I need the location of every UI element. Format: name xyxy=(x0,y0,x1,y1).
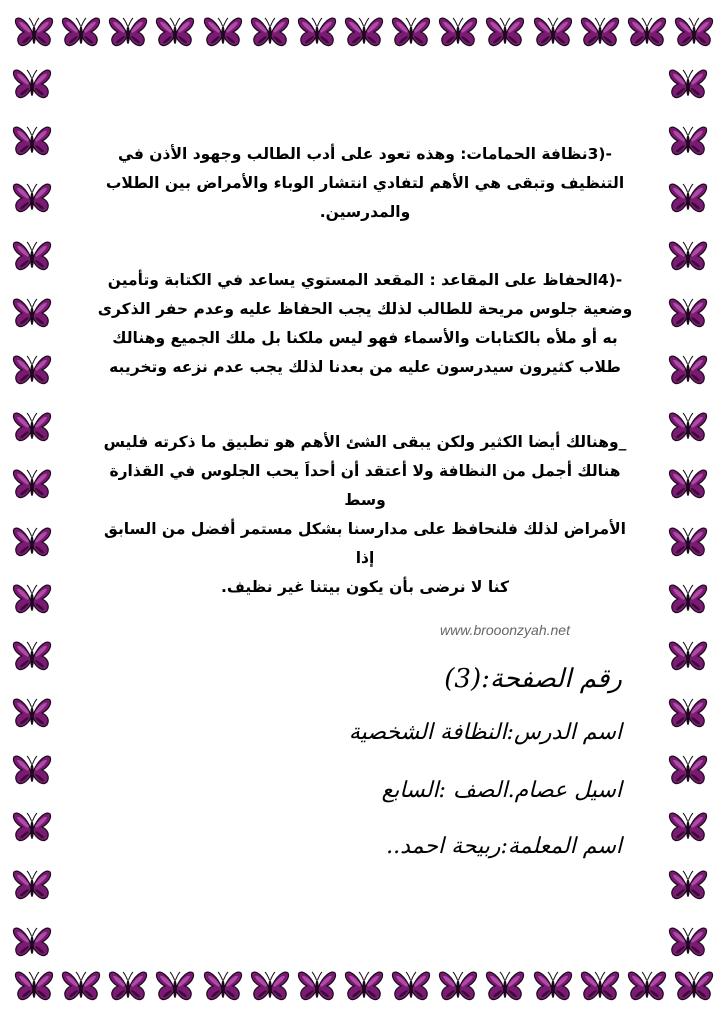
butterfly-icon xyxy=(668,581,708,621)
paragraph-line: هنالك أجمل من النظافة ولا أعتقد أن أحداَ يحب الجلوس في القذارة وسط xyxy=(109,462,621,509)
butterfly-icon xyxy=(203,968,243,1008)
butterfly-icon xyxy=(250,14,290,54)
butterfly-icon xyxy=(108,968,148,1008)
butterfly-icon xyxy=(674,968,714,1008)
butterfly-icon xyxy=(12,238,52,278)
paragraph-conclusion xyxy=(96,428,634,602)
butterfly-icon xyxy=(12,524,52,564)
butterfly-icon xyxy=(12,180,52,220)
butterfly-icon xyxy=(438,968,478,1008)
butterfly-icon xyxy=(668,409,708,449)
butterfly-icon xyxy=(580,968,620,1008)
butterfly-icon xyxy=(12,123,52,163)
butterfly-icon xyxy=(61,14,101,54)
paragraph-seat-care xyxy=(96,266,634,382)
butterfly-icon xyxy=(12,809,52,849)
border-bottom xyxy=(14,968,714,1014)
paragraph-line: _وهنالك أيضا الكثير ولكن يبقى الشئ الأهم هو تطبيق ما ذكرته فليس xyxy=(103,433,627,451)
butterfly-icon xyxy=(668,638,708,678)
paragraph-line: الأمراض لذلك فلنحافظ على مدارسنا بشكل مستمر أفضل من السابق إذا xyxy=(104,520,626,567)
lesson-name: اسم الدرس:النظافة الشخصية xyxy=(348,720,622,745)
butterfly-icon xyxy=(668,295,708,335)
butterfly-icon xyxy=(12,466,52,506)
paragraph-line: كنا لا نرضى بأن يكون بيتنا غير نظيف. xyxy=(220,578,510,596)
butterfly-icon xyxy=(668,752,708,792)
butterfly-icon xyxy=(668,809,708,849)
butterfly-icon xyxy=(668,238,708,278)
butterfly-icon xyxy=(668,180,708,220)
butterfly-icon xyxy=(12,867,52,907)
butterfly-icon xyxy=(668,924,708,964)
butterfly-icon xyxy=(14,14,54,54)
butterfly-icon xyxy=(485,968,525,1008)
butterfly-icon xyxy=(12,638,52,678)
page-number: رقم الصفحة:(3) xyxy=(444,664,622,694)
butterfly-icon xyxy=(627,968,667,1008)
butterfly-icon xyxy=(297,968,337,1008)
butterfly-icon xyxy=(674,14,714,54)
butterfly-icon xyxy=(12,66,52,106)
border-left xyxy=(12,66,58,964)
butterfly-icon xyxy=(668,66,708,106)
butterfly-icon xyxy=(14,968,54,1008)
border-top xyxy=(14,14,714,60)
butterfly-icon xyxy=(61,968,101,1008)
butterfly-icon xyxy=(12,295,52,335)
butterfly-icon xyxy=(12,752,52,792)
butterfly-icon xyxy=(580,14,620,54)
butterfly-icon xyxy=(668,524,708,564)
butterfly-icon xyxy=(533,968,573,1008)
butterfly-icon xyxy=(668,867,708,907)
butterfly-icon xyxy=(627,14,667,54)
butterfly-icon xyxy=(155,14,195,54)
paragraph-line: التنظيف وتبقى هي الأهم لتفادي انتشار الوباء والأمراض بين الطلاب xyxy=(105,174,625,192)
butterfly-icon xyxy=(12,695,52,735)
butterfly-icon xyxy=(297,14,337,54)
butterfly-icon xyxy=(668,695,708,735)
butterfly-icon xyxy=(668,123,708,163)
paragraph-line: طلاب كثيرون سيدرسون عليه من بعدنا لذلك يجب عدم نزعه وتخريبه xyxy=(109,358,621,376)
butterfly-icon xyxy=(108,14,148,54)
butterfly-icon xyxy=(485,14,525,54)
butterfly-icon xyxy=(203,14,243,54)
border-right xyxy=(668,66,714,964)
butterfly-icon xyxy=(12,352,52,392)
website-link[interactable]: www.brooonzyah.net xyxy=(440,622,570,638)
paragraph-bathroom-cleanliness xyxy=(96,140,634,227)
butterfly-icon xyxy=(12,409,52,449)
butterfly-icon xyxy=(391,14,431,54)
paragraph-line: -(3نظافة الحمامات: وهذه تعود على أدب الطالب وجهود الأذن في xyxy=(118,145,612,163)
teacher-name: اسم المعلمة:ربيحة احمد.. xyxy=(386,834,622,859)
paragraph-line: به أو ملأه بالكتابات والأسماء فهو ليس ملكنا بل ملك الجميع وهنالك xyxy=(112,329,618,347)
butterfly-icon xyxy=(668,466,708,506)
paragraph-line: والمدرسين. xyxy=(319,203,411,221)
butterfly-icon xyxy=(533,14,573,54)
butterfly-icon xyxy=(391,968,431,1008)
butterfly-icon xyxy=(438,14,478,54)
butterfly-icon xyxy=(344,14,384,54)
butterfly-icon xyxy=(12,581,52,621)
butterfly-icon xyxy=(12,924,52,964)
butterfly-icon xyxy=(344,968,384,1008)
butterfly-icon xyxy=(668,352,708,392)
paragraph-line: وضعية جلوس مريحة للطالب لذلك يجب الحفاظ عليه وعدم حفر الذكرى xyxy=(97,300,633,318)
student-info: اسيل عصام.الصف :السابع xyxy=(381,778,622,803)
paragraph-line: -(4الحفاظ على المقاعد : المقعد المستوي يساعد في الكتابة وتأمين xyxy=(107,271,623,289)
butterfly-icon xyxy=(250,968,290,1008)
butterfly-icon xyxy=(155,968,195,1008)
